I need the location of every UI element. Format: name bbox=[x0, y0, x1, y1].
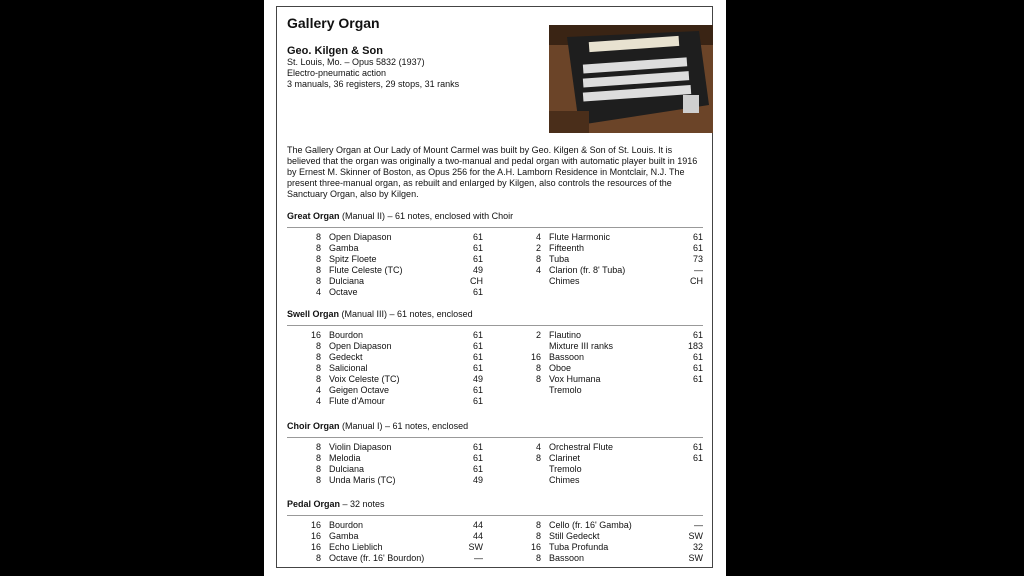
stop-name: Bourdon bbox=[329, 520, 364, 530]
stop-row bbox=[507, 276, 703, 287]
stop-count: 61 bbox=[472, 287, 483, 297]
stop-row bbox=[507, 254, 703, 265]
stop-row bbox=[287, 385, 483, 396]
stop-name: Tuba Profunda bbox=[549, 542, 609, 552]
stop-pitch: 8 bbox=[315, 341, 321, 351]
stop-count: 61 bbox=[472, 243, 483, 253]
stop-name: Flute d'Amour bbox=[329, 396, 385, 406]
stop-pitch: 16 bbox=[530, 352, 541, 362]
stop-count: 61 bbox=[692, 363, 703, 373]
stop-row bbox=[507, 464, 703, 475]
stop-pitch: 8 bbox=[535, 453, 541, 463]
stop-name: Dulciana bbox=[329, 464, 365, 474]
stop-name: Open Diapason bbox=[329, 341, 392, 351]
intro-paragraph: The Gallery Organ at Our Lady of Mount Carmel was built by Geo. Kilgen & Son of St. Louis. It is believed that the organ was originally a two-manual and pedal organ with automatic player built in 1916 by Ernest M. Skinner of Boston, as Opus 256 for the A.H. Lamborn Residence in Montclair, N.J. The present three-manual organ, as rebuilt and enlarged by Kilgen, also controls the resources of the Sanctuary Organ, also by Kilgen. bbox=[287, 145, 698, 199]
division-desc: (Manual III) – 61 notes, enclosed bbox=[339, 309, 473, 319]
stop-name: Chimes bbox=[549, 276, 580, 286]
stop-name: Melodia bbox=[329, 453, 361, 463]
stop-name: Geigen Octave bbox=[329, 385, 390, 395]
stop-pitch: 8 bbox=[535, 363, 541, 373]
stop-count: 49 bbox=[472, 475, 483, 485]
stop-row bbox=[287, 276, 483, 287]
stop-row bbox=[287, 243, 483, 254]
stop-name: Salicional bbox=[329, 363, 368, 373]
stop-row bbox=[507, 374, 703, 385]
stop-row bbox=[507, 352, 703, 363]
divider bbox=[287, 437, 703, 438]
stop-name: Flute Harmonic bbox=[549, 232, 611, 242]
stop-pitch: 4 bbox=[535, 442, 541, 452]
stop-name: Gamba bbox=[329, 531, 359, 541]
stop-count: 44 bbox=[472, 531, 483, 541]
stop-pitch: 16 bbox=[310, 520, 321, 530]
stop-count: CH bbox=[690, 276, 703, 286]
document-frame bbox=[276, 6, 713, 568]
stop-count: CH bbox=[470, 276, 483, 286]
stop-pitch: 2 bbox=[535, 330, 541, 340]
stop-count: 61 bbox=[472, 385, 483, 395]
stop-row bbox=[507, 553, 703, 564]
stop-row bbox=[507, 542, 703, 553]
stop-row bbox=[507, 520, 703, 531]
stop-row bbox=[287, 352, 483, 363]
stop-row bbox=[507, 442, 703, 453]
meta-line: 3 manuals, 36 registers, 29 stops, 31 ranks bbox=[287, 79, 460, 89]
stop-count: 61 bbox=[692, 243, 703, 253]
stop-name: Vox Humana bbox=[549, 374, 601, 384]
stop-name: Fifteenth bbox=[549, 243, 585, 253]
stop-count: 61 bbox=[692, 330, 703, 340]
division-name: Pedal Organ bbox=[287, 499, 341, 509]
stop-row bbox=[287, 363, 483, 374]
stop-row bbox=[287, 542, 483, 553]
stop-list bbox=[287, 232, 703, 300]
stop-count: 61 bbox=[472, 341, 483, 351]
stop-count: 32 bbox=[692, 542, 703, 552]
stop-pitch: 16 bbox=[310, 330, 321, 340]
stop-pitch: 8 bbox=[535, 374, 541, 384]
stop-pitch: 8 bbox=[315, 464, 321, 474]
stop-row bbox=[287, 374, 483, 385]
great-organ-division bbox=[287, 211, 703, 300]
stop-pitch: 4 bbox=[315, 396, 321, 406]
stop-row bbox=[287, 232, 483, 243]
division-heading bbox=[287, 499, 703, 510]
stop-name: Gedeckt bbox=[329, 352, 363, 362]
stop-name: Octave (fr. 16' Bourdon) bbox=[329, 553, 425, 563]
stop-name: Flautino bbox=[549, 330, 582, 340]
stop-name: Oboe bbox=[549, 363, 572, 373]
stop-count: 61 bbox=[472, 453, 483, 463]
stop-name: Voix Celeste (TC) bbox=[329, 374, 400, 384]
stop-name: Tuba bbox=[549, 254, 570, 264]
stop-count: — bbox=[694, 520, 703, 530]
pedal-organ-division bbox=[287, 499, 703, 566]
division-desc: (Manual I) – 61 notes, enclosed bbox=[339, 421, 469, 431]
stop-name: Bassoon bbox=[549, 553, 585, 563]
stop-count: 61 bbox=[472, 442, 483, 452]
stop-pitch: 8 bbox=[315, 374, 321, 384]
stop-count: 61 bbox=[692, 453, 703, 463]
stop-pitch: 16 bbox=[530, 542, 541, 552]
divider bbox=[287, 515, 703, 516]
stop-name: Mixture III ranks bbox=[549, 341, 614, 351]
swell-organ-division bbox=[287, 309, 703, 409]
stop-count: SW bbox=[688, 531, 703, 541]
meta-line: Electro-pneumatic action bbox=[287, 68, 387, 78]
stop-count: 61 bbox=[692, 442, 703, 452]
stop-count: 61 bbox=[472, 232, 483, 242]
stop-name: Chimes bbox=[549, 475, 580, 485]
stop-count: 61 bbox=[472, 254, 483, 264]
stop-pitch: 8 bbox=[315, 243, 321, 253]
stop-name: Cello (fr. 16' Gamba) bbox=[549, 520, 632, 530]
stop-count: — bbox=[474, 553, 483, 563]
stop-name: Gamba bbox=[329, 243, 359, 253]
division-name: Swell Organ bbox=[287, 309, 340, 319]
page bbox=[264, 0, 726, 576]
stop-row bbox=[287, 531, 483, 542]
divider bbox=[287, 227, 703, 228]
stop-pitch: 4 bbox=[315, 287, 321, 297]
stop-pitch: 8 bbox=[315, 276, 321, 286]
stop-count: 49 bbox=[472, 265, 483, 275]
stop-row bbox=[507, 232, 703, 243]
stop-count: 61 bbox=[472, 363, 483, 373]
stop-pitch: 8 bbox=[315, 265, 321, 275]
stop-row bbox=[287, 453, 483, 464]
stop-name: Spitz Floete bbox=[329, 254, 377, 264]
stop-row bbox=[507, 453, 703, 464]
stop-pitch: 8 bbox=[315, 453, 321, 463]
divider bbox=[287, 325, 703, 326]
stop-count: 73 bbox=[692, 254, 703, 264]
organ-console-photo bbox=[549, 25, 713, 133]
organ-console-image bbox=[549, 25, 713, 133]
stop-count: — bbox=[694, 265, 703, 275]
stop-name: Violin Diapason bbox=[329, 442, 392, 452]
stop-name: Flute Celeste (TC) bbox=[329, 265, 403, 275]
stop-name: Echo Lieblich bbox=[329, 542, 383, 552]
stop-list bbox=[287, 520, 703, 566]
stop-row bbox=[287, 475, 483, 486]
stop-pitch: 2 bbox=[535, 243, 541, 253]
stop-row bbox=[287, 265, 483, 276]
stop-row bbox=[287, 254, 483, 265]
stop-row bbox=[287, 442, 483, 453]
stop-row bbox=[287, 520, 483, 531]
stop-name: Bourdon bbox=[329, 330, 364, 340]
stop-pitch: 16 bbox=[310, 531, 321, 541]
stop-pitch: 4 bbox=[535, 232, 541, 242]
stop-name: Clarion (fr. 8' Tuba) bbox=[549, 265, 626, 275]
document-content bbox=[287, 15, 703, 563]
stop-row bbox=[507, 265, 703, 276]
stop-count: 61 bbox=[692, 232, 703, 242]
division-name: Great Organ bbox=[287, 211, 340, 221]
stop-pitch: 16 bbox=[310, 542, 321, 552]
stop-count: SW bbox=[468, 542, 483, 552]
stop-row bbox=[507, 330, 703, 341]
stop-pitch: 8 bbox=[535, 531, 541, 541]
stop-row bbox=[287, 464, 483, 475]
stop-row bbox=[287, 287, 483, 298]
stop-count: 61 bbox=[472, 464, 483, 474]
division-name: Choir Organ bbox=[287, 421, 340, 431]
stop-name: Open Diapason bbox=[329, 232, 392, 242]
division-heading bbox=[287, 421, 703, 432]
stop-pitch: 8 bbox=[315, 254, 321, 264]
stop-count: 61 bbox=[692, 374, 703, 384]
stop-name: Octave bbox=[329, 287, 358, 297]
stop-pitch: 8 bbox=[535, 553, 541, 563]
stop-pitch: 8 bbox=[535, 520, 541, 530]
stop-name: Tremolo bbox=[549, 385, 582, 395]
stop-row bbox=[507, 531, 703, 542]
stop-pitch: 8 bbox=[315, 475, 321, 485]
division-desc: (Manual II) – 61 notes, enclosed with Choir bbox=[339, 211, 514, 221]
stop-row bbox=[287, 553, 483, 564]
stop-count: 61 bbox=[472, 330, 483, 340]
stop-pitch: 8 bbox=[315, 363, 321, 373]
stop-pitch: 4 bbox=[315, 385, 321, 395]
stop-row bbox=[507, 341, 703, 352]
stop-name: Still Gedeckt bbox=[549, 531, 600, 541]
stop-count: 61 bbox=[472, 396, 483, 406]
page-title: Gallery Organ bbox=[287, 15, 380, 31]
stop-count: 61 bbox=[692, 352, 703, 362]
stop-list bbox=[287, 330, 703, 409]
stop-name: Dulciana bbox=[329, 276, 365, 286]
stop-row bbox=[507, 385, 703, 396]
stop-row bbox=[287, 341, 483, 352]
stop-pitch: 8 bbox=[315, 232, 321, 242]
stop-count: 44 bbox=[472, 520, 483, 530]
stop-count: 49 bbox=[472, 374, 483, 384]
choir-organ-division bbox=[287, 421, 703, 488]
stop-name: Tremolo bbox=[549, 464, 582, 474]
division-desc: – 32 notes bbox=[340, 499, 385, 509]
stop-pitch: 8 bbox=[315, 442, 321, 452]
builder-name: Geo. Kilgen & Son bbox=[287, 45, 383, 57]
stop-name: Clarinet bbox=[549, 453, 581, 463]
stop-row bbox=[507, 243, 703, 254]
stop-name: Orchestral Flute bbox=[549, 442, 614, 452]
stop-row bbox=[507, 475, 703, 486]
stop-pitch: 8 bbox=[535, 254, 541, 264]
meta-line: St. Louis, Mo. – Opus 5832 (1937) bbox=[287, 57, 425, 67]
stop-list bbox=[287, 442, 703, 488]
stop-pitch: 8 bbox=[315, 352, 321, 362]
stop-count: SW bbox=[688, 553, 703, 563]
stop-name: Unda Maris (TC) bbox=[329, 475, 396, 485]
stop-row bbox=[507, 363, 703, 374]
division-heading bbox=[287, 309, 703, 320]
stop-row bbox=[287, 396, 483, 407]
division-heading bbox=[287, 211, 703, 222]
stop-pitch: 8 bbox=[315, 553, 321, 563]
stop-pitch: 4 bbox=[535, 265, 541, 275]
stop-name: Bassoon bbox=[549, 352, 585, 362]
stop-count: 61 bbox=[472, 352, 483, 362]
stop-count: 183 bbox=[687, 341, 703, 351]
stop-row bbox=[287, 330, 483, 341]
